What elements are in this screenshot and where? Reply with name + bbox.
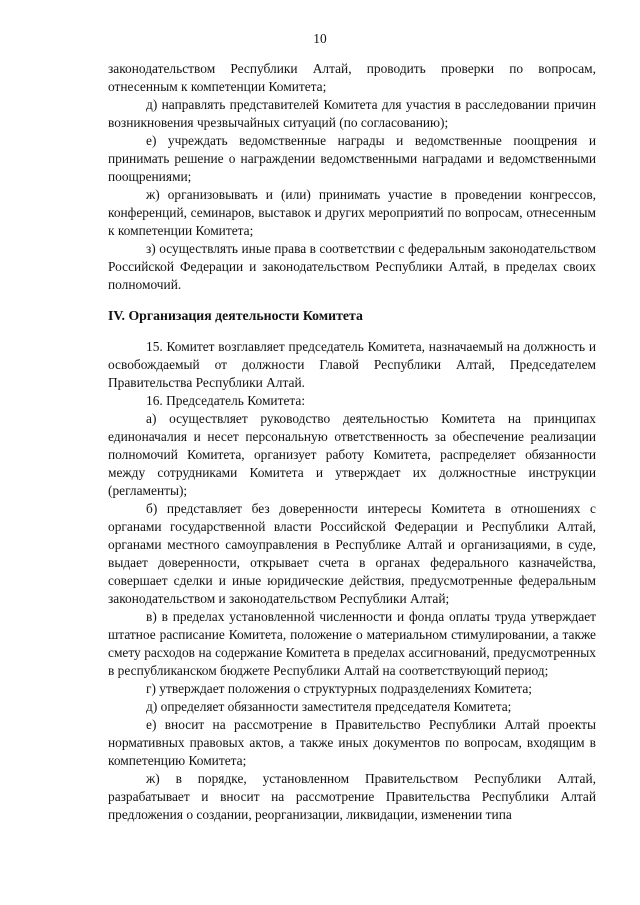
paragraph-16-v: в) в пределах установленной численности и фонда оплаты труда утверждает штатное расписание Комитета, положение о материальном стимулировании, а также смету расходов на содержание Комитета в пределах ассигнований, предусмотренных в республиканском бюджете Республики Алтай на соответствующий период; [108, 609, 596, 678]
paragraph-16-d: д) определяет обязанности заместителя председателя Комитета; [146, 699, 512, 714]
page-number: 10 [313, 31, 327, 46]
paragraph-15: 15. Комитет возглавляет председатель Комитета, назначаемый на должность и освобождаемый от должности Главой Республики Алтай, Председателем Правительства Республики Алтай. [108, 339, 596, 390]
section-heading: IV. Организация деятельности Комитета [108, 308, 363, 323]
paragraph-item-z: з) осуществлять иные права в соответствии с федеральным законодательством Российской Федерации и законодательством Республики Алтай, в пределах своих полномочий. [108, 241, 596, 292]
paragraph-16-g: г) утверждает положения о структурных подразделениях Комитета; [146, 681, 532, 696]
paragraph-item-e: е) учреждать ведомственные награды и ведомственные поощрения и принимать решение о награждении ведомственными наградами и ведомственными поощрениями; [108, 133, 596, 184]
paragraph-16: 16. Председатель Комитета: [146, 393, 306, 408]
paragraph-16-b: б) представляет без доверенности интересы Комитета в отношениях с органами государственной власти Российской Федерации и Республики Алтай, органами местного самоуправления в Республике Алтай и организациями, в суде, выдает доверенности, открывает счета в органах федерального казначейства, совершает сделки и иные юридические действия, предусмотренные федеральным законодательством и законодательством Республики Алтай; [108, 501, 596, 606]
paragraph-continuation: законодательством Республики Алтай, проводить проверки по вопросам, отнесенным к компетенции Комитета; [108, 61, 596, 94]
document-body [108, 60, 596, 824]
paragraph-item-zh: ж) организовывать и (или) принимать участие в проведении конгрессов, конференций, семинаров, выставок и других мероприятий по вопросам, отнесенным к компетенции Комитета; [108, 187, 596, 238]
paragraph-16-e: е) вносит на рассмотрение в Правительство Республики Алтай проекты нормативных правовых актов, а также иных документов по вопросам, входящим в компетенцию Комитета; [108, 717, 596, 768]
paragraph-16-zh: ж) в порядке, установленном Правительством Республики Алтай, разрабатывает и вносит на рассмотрение Правительства Республики Алтай предложения о создании, реорганизации, ликвидации, изменении типа [108, 771, 596, 822]
paragraph-item-d: д) направлять представителей Комитета для участия в расследовании причин возникновения чрезвычайных ситуаций (по согласованию); [108, 97, 596, 130]
paragraph-16-a: а) осуществляет руководство деятельностью Комитета на принципах единоначалия и несет персональную ответственность за обеспечение реализации полномочий Комитета, организует работу Комитета, распределяет обязанности между сотрудниками Комитета и утверждает их должностные инструкции (регламенты); [108, 411, 596, 498]
